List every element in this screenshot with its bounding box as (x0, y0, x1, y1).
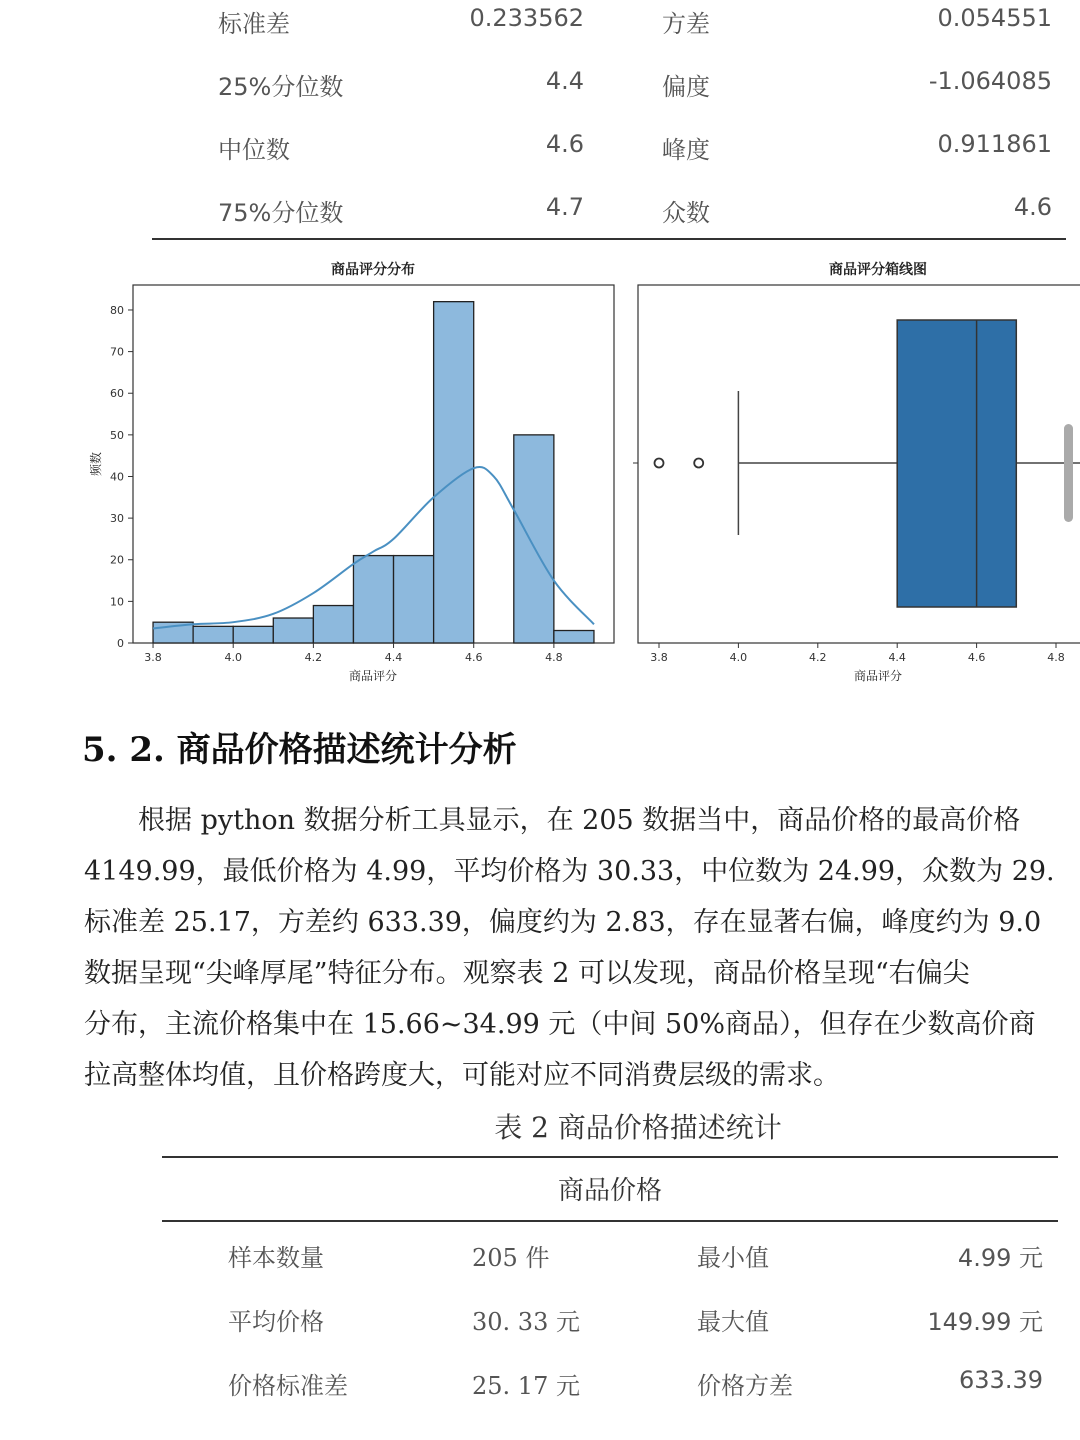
paragraph-line: 数据呈现“尖峰厚尾”特征分布。观察表 2 可以发现，商品价格呈现“右偏尖 (84, 958, 970, 989)
histogram-xtick-label: 4.2 (304, 651, 323, 664)
stat-label: 标准差 (218, 10, 290, 38)
stat-label: 峰度 (662, 136, 710, 164)
table-header-rule (162, 1220, 1058, 1222)
table-cell-value: 25. 17 元 (472, 1372, 580, 1400)
stat-value: 0.233562 (469, 4, 584, 32)
stats-row (0, 193, 1080, 253)
stat-label: 75%分位数 (218, 199, 344, 227)
stats-row (0, 4, 1080, 64)
boxplot-xtick-label: 4.6 (967, 651, 986, 664)
histogram-bar (313, 606, 353, 643)
table-cell-value: 205 件 (472, 1244, 550, 1272)
box-iqr (897, 320, 1016, 607)
histogram-title: 商品评分分布 (331, 262, 415, 278)
histogram-bar (554, 631, 594, 643)
boxplot-xtick-label: 4.0 (729, 651, 748, 664)
boxplot-xtick-label: 4.8 (1047, 651, 1065, 664)
outlier-cluster (1064, 424, 1073, 522)
table-bottom-rule (152, 238, 1066, 240)
histogram-ytick-label: 70 (110, 345, 124, 359)
boxplot-xtick-label: 4.2 (809, 651, 827, 664)
histogram-ytick-label: 60 (110, 387, 124, 401)
histogram-bar (514, 435, 554, 643)
paragraph-line: 分布，主流价格集中在 15.66~34.99 元（中间 50%商品），但存在少数高价商 (84, 1009, 1036, 1040)
histogram-bar (233, 626, 273, 643)
histogram-xtick-label: 3.8 (144, 651, 162, 664)
stat-value: -1.064085 (928, 67, 1052, 95)
histogram-xtick-label: 4.8 (545, 651, 563, 664)
histogram-xtick-label: 4.6 (464, 651, 483, 664)
histogram-ytick-label: 50 (110, 428, 124, 442)
stat-value: 4.4 (545, 67, 584, 95)
paragraph-line: 标准差 25.17，方差约 633.39，偏度约为 2.83，存在显著右偏，峰度约为 9.0 (84, 907, 1042, 938)
stat-label: 偏度 (662, 73, 710, 101)
histogram-chart (88, 261, 614, 683)
histogram-ytick-label: 20 (110, 553, 124, 567)
stat-label: 众数 (662, 199, 710, 227)
histogram-bar (353, 556, 393, 643)
outlier-point (694, 459, 703, 468)
outlier-point (655, 459, 664, 468)
histogram-xtick-label: 4.4 (384, 651, 403, 664)
histogram-bar (193, 626, 233, 643)
table-header: 商品价格 (557, 1176, 662, 1206)
histogram-bar (434, 302, 474, 643)
table-cell-label: 最大值 (697, 1308, 769, 1336)
charts-figure (0, 250, 1080, 690)
table-row (0, 1238, 1080, 1288)
table-top-rule (162, 1156, 1058, 1158)
boxplot-xlabel: 商品评分 (853, 669, 903, 683)
histogram-xlabel: 商品评分 (348, 669, 398, 683)
histogram-ytick-label: 80 (110, 303, 124, 317)
histogram-ylabel: 频数 (89, 451, 103, 477)
stat-label: 25%分位数 (218, 73, 344, 101)
histogram-ytick-label: 40 (110, 470, 124, 484)
stats-row (0, 130, 1080, 190)
boxplot-xtick-label: 4.4 (888, 651, 906, 664)
stat-value: 0.911861 (937, 130, 1052, 158)
histogram-bar (273, 618, 313, 643)
table-cell-label: 平均价格 (228, 1308, 324, 1336)
stat-value: 4.6 (545, 130, 584, 158)
stat-value: 0.054551 (937, 4, 1052, 32)
boxplot-title: 商品评分箱线图 (829, 262, 927, 278)
paragraph-line: 拉高整体均值，且价格跨度大，可能对应不同消费层级的需求。 (84, 1060, 840, 1091)
paragraph-line: 4149.99，最低价格为 4.99，平均价格为 30.33，中位数为 24.99，众数为 29. (84, 856, 1055, 887)
table-row (0, 1366, 1080, 1416)
boxplot-chart (633, 261, 1080, 683)
section-title: 5. 2. 商品价格描述统计分析 (82, 730, 517, 770)
table-cell-label: 最小值 (697, 1244, 769, 1272)
table-cell-value: 633.39 (959, 1366, 1043, 1394)
table-row (0, 1302, 1080, 1352)
boxplot-xtick-label: 3.8 (650, 651, 668, 664)
histogram-ytick-label: 0 (117, 637, 124, 650)
paragraph-line: 根据 python 数据分析工具显示，在 205 数据当中，商品价格的最高价格 (84, 805, 1021, 836)
table-cell-label: 样本数量 (228, 1244, 324, 1272)
table-cell-value: 4.99 元 (957, 1244, 1043, 1272)
table-cell-label: 价格方差 (697, 1372, 793, 1400)
table-caption: 表 2 商品价格描述统计 (494, 1111, 782, 1144)
stats-row (0, 67, 1080, 127)
stat-label: 中位数 (218, 136, 290, 164)
stat-value: 4.6 (1013, 193, 1052, 221)
histogram-ytick-label: 10 (110, 595, 124, 609)
stat-label: 方差 (662, 10, 710, 38)
table-cell-label: 价格标准差 (228, 1372, 348, 1400)
histogram-ytick-label: 30 (110, 512, 124, 526)
table-cell-value: 149.99 元 (927, 1308, 1043, 1336)
histogram-bar (394, 556, 434, 643)
histogram-xtick-label: 4.0 (224, 651, 242, 664)
table-cell-value: 30. 33 元 (472, 1308, 580, 1336)
stat-value: 4.7 (545, 193, 584, 221)
section-paragraph (84, 795, 1080, 1101)
